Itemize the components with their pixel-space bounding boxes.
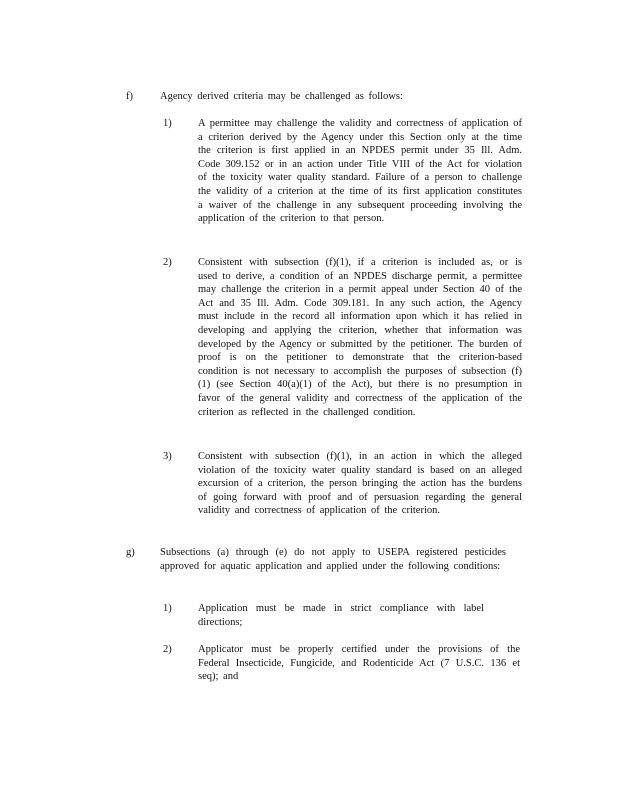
section-f-item-1-number: 1) (163, 118, 172, 129)
section-f-item-3-text: Consistent with subsection (f)(1), in an action in which the alleged violation of the toxicity water quality standard is based on an alleged excursion of a criterion, the person bringing the action has the burdens of going forward with proof and of persuasion regarding the general validity and correctness of application of the criterion. (198, 451, 522, 517)
section-f-item-1-text: A permittee may challenge the validity and correctness of application of a criterion derived by the Agency under this Section only at the time the criterion is first applied in an NPDES permit under 35 Ill. Adm. Code 309.152 or in an action under Title VIII of the Act for violation of the toxicity water quality standard. Failure of a person to challenge the validity of a criterion at the time of its first application constitutes a waiver of the challenge in any subsequent proceeding involving the application of the criterion to that person. (198, 118, 522, 225)
section-g-label: g) (126, 547, 135, 558)
section-g-intro: Subsections (a) through (e) do not apply to USEPA registered pesticides approved for aquatic application and applied under the following conditions: (160, 547, 506, 572)
section-g-item-2-text: Applicator must be properly certified under the provisions of the Federal Insecticide, Fungicide, and Rodenticide Act (7 U.S.C. 136 et seq); and (198, 644, 520, 683)
section-f-item-2-number: 2) (163, 257, 172, 268)
section-g-item-1-text: Application must be made in strict compliance with label directions; (198, 603, 484, 628)
section-f-item-3-number: 3) (163, 451, 172, 462)
section-f-label: f) (126, 91, 133, 102)
section-f-intro: Agency derived criteria may be challenged as follows: (160, 91, 403, 102)
section-g-item-2-number: 2) (163, 644, 172, 655)
section-g-item-1-number: 1) (163, 603, 172, 614)
section-f-item-2-text: Consistent with subsection (f)(1), if a criterion is included as, or is used to derive, a condition of an NPDES discharge permit, a permittee may challenge the criterion in a permit appeal under Section 40 of the Act and 35 Ill. Adm. Code 309.181. In any such action, the Agency must include in the record all information upon which it has relied in developing and applying the criterion, whether that information was developed by the Agency or submitted by the petitioner. The burden of proof is on the petitioner to demonstrate that the criterion-based condition is not necessary to accomplish the purposes of subsection (f)(1) (see Section 40(a)(1) of the Act), but there is no presumption in favor of the general validity and correctness of the application of the criterion as reflected in the challenged condition. (198, 257, 522, 418)
